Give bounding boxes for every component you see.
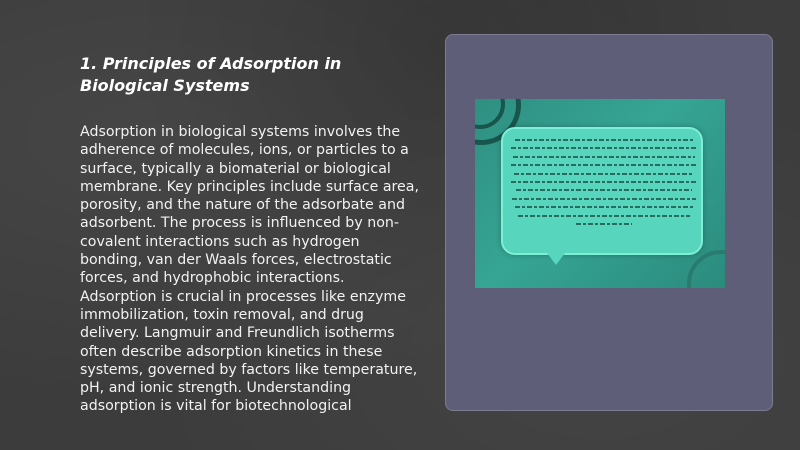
speech-bubble-illustration-icon (475, 99, 725, 288)
speech-bubble (501, 127, 703, 255)
image-card (445, 34, 773, 411)
slide-title: 1. Principles of Adsorption in Biological Systems (80, 54, 342, 95)
swirl-decoration (687, 250, 725, 288)
illegible-text-lines (511, 139, 697, 231)
slide-body-text: Adsorption in biological systems involves the adherence of molecules, ions, or particles to a surface, typically a biomaterial or biological membrane. Key principles include surface area, porosity, and the nature of the adsorbate and adsorbent. The process is influenced by non-covalent interactions such as hydrogen bonding, van der Waals forces, electrostatic forces, and hydrophobic interactions. Adsorption is crucial in processes like enzyme immobilization, toxin removal, and drug delivery. Langmuir and Freundlich isotherms often describe adsorption kinetics in these systems, governed by factors like temperature, pH, and ionic strength. Understanding adsorption is vital for biotechnological (80, 124, 419, 415)
speech-bubble-tail (547, 253, 565, 265)
